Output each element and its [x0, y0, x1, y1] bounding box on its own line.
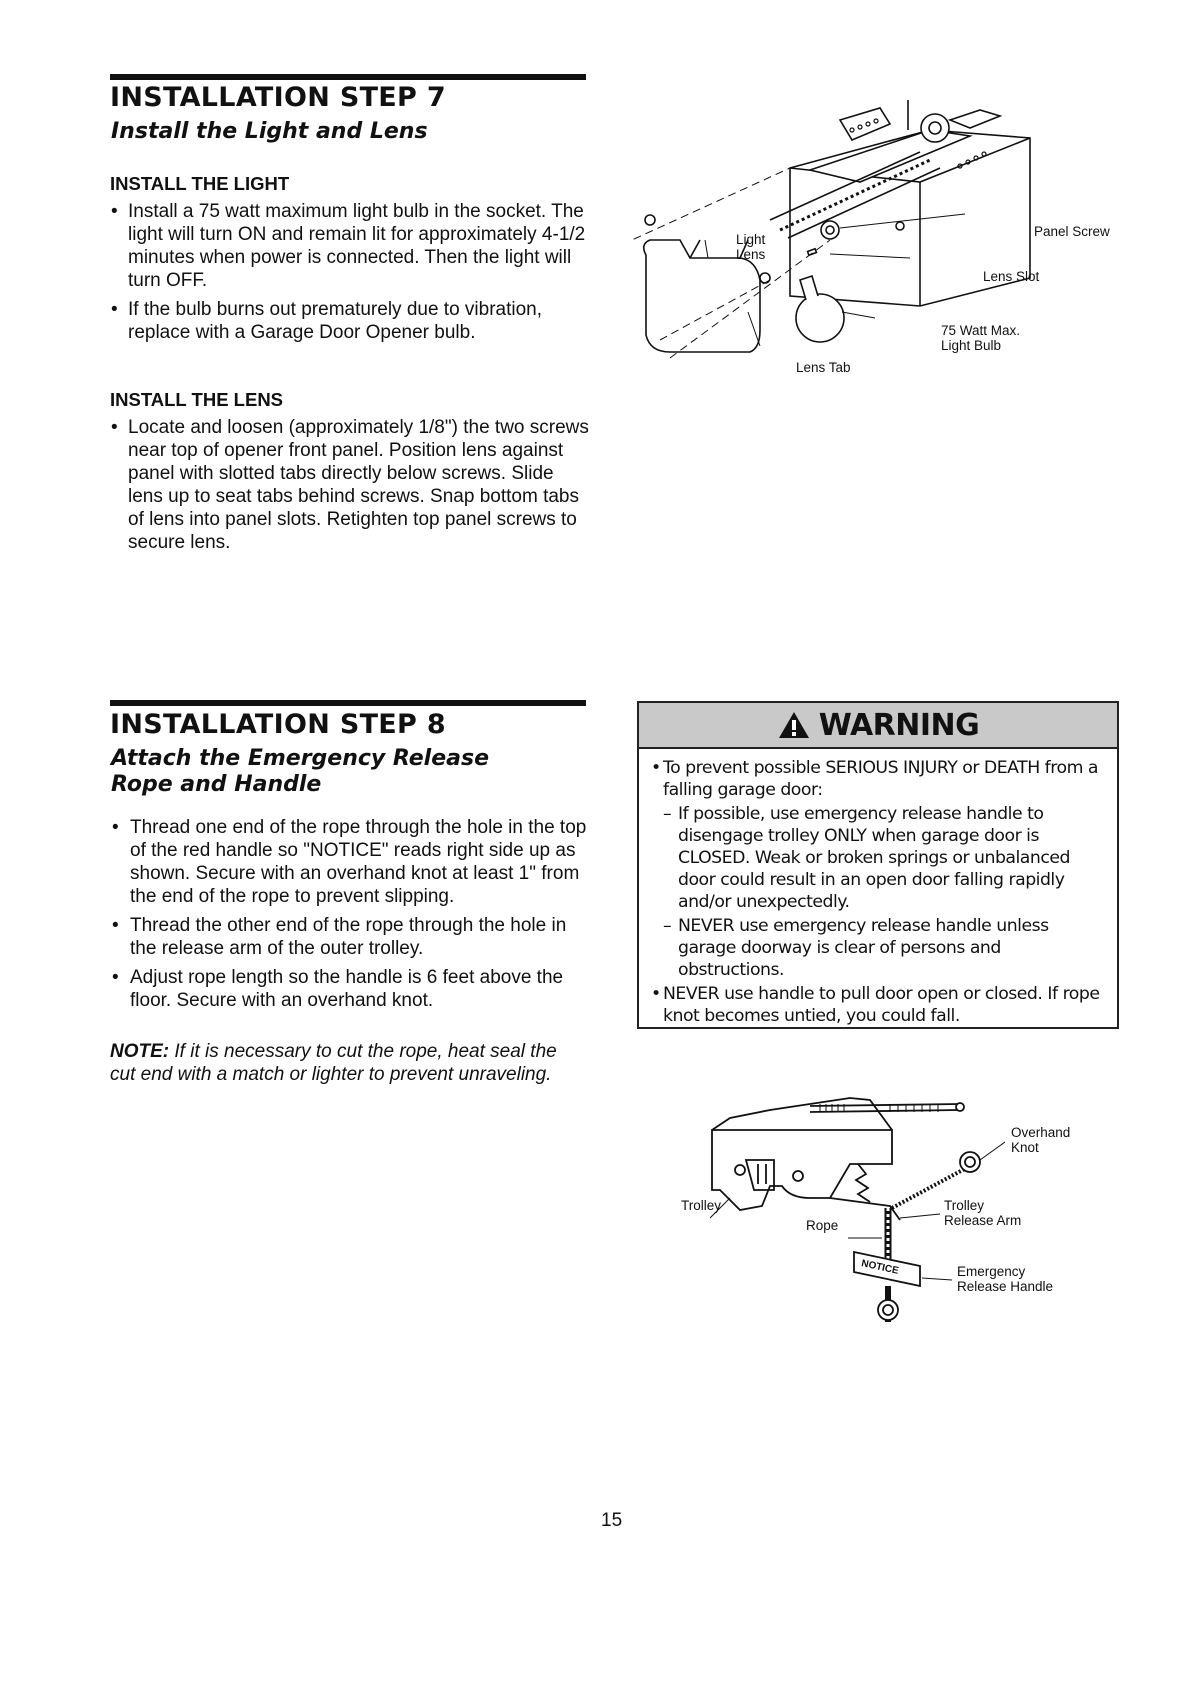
step8-note: [110, 1040, 570, 1086]
step8-title: INSTALLATION STEP 8: [110, 709, 446, 740]
install-lens-heading: INSTALL THE LENS: [110, 389, 284, 410]
warning-dash: – If possible, use emergency release handle to disengage trolley ONLY when garage door is CLOSED. Weak or broken springs or unbalanced door could result in an open door falling rapidly and/or unexpectedly.: [651, 803, 1107, 913]
label-light-lens: Light Lens: [736, 232, 766, 262]
install-light-heading: INSTALL THE LIGHT: [110, 173, 290, 194]
page-number: 15: [601, 1510, 623, 1531]
trolley-figure: [670, 1090, 1090, 1340]
warning-title: WARNING: [818, 707, 980, 743]
step8-subtitle: Attach the Emergency Release Rope and Handle: [111, 746, 490, 797]
list-item: • Adjust rope length so the handle is 6 feet above the floor. Secure with an overhand knot.: [110, 966, 588, 1012]
label-trolley: Trolley: [681, 1198, 722, 1213]
install-lens-list: [110, 416, 592, 560]
warning-box: [637, 701, 1119, 1029]
light-lens-figure: [630, 90, 1130, 390]
label-lens-slot: Lens Slot: [983, 269, 1040, 284]
step7-subtitle: Install the Light and Lens: [111, 119, 428, 144]
list-item: • Thread one end of the rope through the hole in the top of the red handle so "NOTICE" reads right side up as shown. Secure with an overhand knot at least 1" from the end of the rope to prevent slipping.: [110, 816, 588, 908]
warning-bullet: • To prevent possible SERIOUS INJURY or DEATH from a falling garage door:: [651, 757, 1107, 801]
list-item: • If the bulb burns out prematurely due to vibration, replace with a Garage Door Opener bulb.: [110, 298, 586, 344]
list-item: • Install a 75 watt maximum light bulb in the socket. The light will turn ON and remain lit for approximately 4-1/2 minutes when power is connected. Then the light will turn OFF.: [110, 200, 586, 292]
warning-header: [639, 703, 1117, 749]
label-emergency-handle: Emergency Release Handle: [957, 1264, 1054, 1294]
list-item: • Thread the other end of the rope through the hole in the release arm of the outer trolley.: [110, 914, 588, 960]
warning-bullet: • NEVER use handle to pull door open or closed. If rope knot becomes untied, you could fall.: [651, 983, 1107, 1027]
step7-rule: [110, 74, 586, 80]
opener-illustration: [630, 90, 1130, 390]
label-lens-tab: Lens Tab: [796, 360, 851, 375]
label-overhand-knot: Overhand Knot: [1011, 1125, 1071, 1155]
label-light-bulb: 75 Watt Max. Light Bulb: [941, 323, 1021, 353]
label-notice: NOTICE: [860, 1258, 900, 1277]
label-panel-screw: Panel Screw: [1034, 224, 1110, 239]
step8-rule: [110, 700, 586, 706]
note-label: NOTE:: [110, 1041, 170, 1062]
step7-title: INSTALLATION STEP 7: [110, 82, 446, 113]
label-rope: Rope: [806, 1218, 839, 1233]
warning-body: [639, 749, 1117, 1037]
label-release-arm: Trolley Release Arm: [944, 1198, 1022, 1228]
list-item: • Locate and loosen (approximately 1/8") the two screws near top of opener front panel. Position lens against panel with slotted tabs directly below screws. Slide lens up to seat tabs behind screws. Snap bottom tabs of lens into panel slots. Retighten top panel screws to secure lens.: [110, 416, 592, 554]
warning-dash: – NEVER use emergency release handle unless garage doorway is clear of persons and obstructions.: [651, 915, 1107, 981]
note-text: If it is necessary to cut the rope, heat seal the cut end with a match or lighter to prevent unraveling.: [110, 1041, 557, 1085]
warning-triangle-icon: [777, 710, 811, 740]
install-light-list: [110, 200, 586, 350]
step8-list: [110, 816, 588, 1018]
